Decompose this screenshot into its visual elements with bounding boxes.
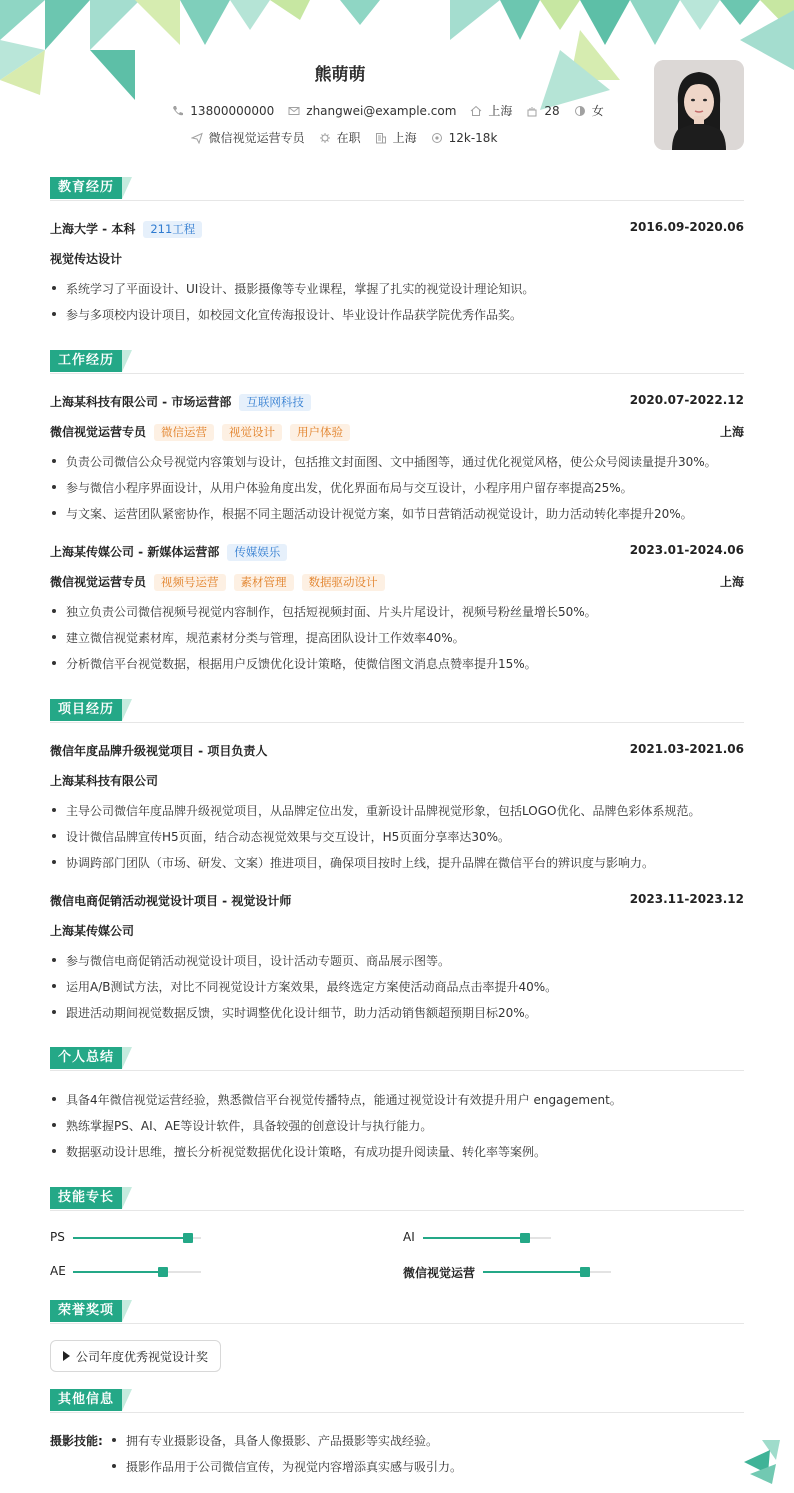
project-company: 上海某科技有限公司 xyxy=(50,774,159,788)
phone-text: 13800000000 xyxy=(190,103,275,118)
project-date: 2023.11-2023.12 xyxy=(629,892,744,906)
work-city: 上海 xyxy=(719,575,744,589)
section-education xyxy=(50,177,744,201)
skill-tag: 视觉设计 xyxy=(222,424,282,441)
award-toggle-button[interactable] xyxy=(50,1340,221,1372)
job-intent-row xyxy=(0,129,680,146)
education-entry xyxy=(50,220,744,330)
list-item: 数据驱动设计思维，擅长分析视觉数据优化设计策略，有成功提升阅读量、转化率等案例。 xyxy=(50,1143,744,1160)
building-icon xyxy=(375,132,387,144)
list-item: 跟进活动期间视觉数据反馈，实时调整优化设计细节，助力活动销售额超预期目标20%。 xyxy=(50,1004,744,1021)
company-name: 上海某科技有限公司 - 市场运营部 xyxy=(50,395,232,409)
skill-tag: 数据驱动设计 xyxy=(302,574,385,591)
section-title: 个人总结 xyxy=(50,1047,122,1069)
section-title: 其他信息 xyxy=(50,1389,122,1411)
list-item: 参与微信小程序界面设计，从用户体验角度出发，优化界面布局与交互设计，小程序用户留存率提高25%。 xyxy=(50,479,744,496)
skill-name: 微信视觉运营 xyxy=(403,1266,476,1280)
skill-bar-knob xyxy=(520,1233,530,1243)
section-header xyxy=(50,350,744,374)
footer-decoration xyxy=(740,1440,780,1484)
email-text: zhangwei@example.com xyxy=(306,103,457,118)
section-awards xyxy=(50,1300,744,1324)
skill-item xyxy=(403,1230,563,1246)
work-city: 上海 xyxy=(719,425,744,439)
list-item: 系统学习了平面设计、UI设计、摄影摄像等专业课程，掌握了扎实的视觉设计理论知识。 xyxy=(50,280,744,297)
role-row xyxy=(50,573,744,591)
section-other xyxy=(50,1389,744,1413)
target-job-text: 微信视觉运营专员 xyxy=(208,131,305,145)
status-icon xyxy=(319,132,331,144)
work-entry xyxy=(50,543,744,673)
section-projects xyxy=(50,699,744,723)
skill-bar-fill xyxy=(423,1237,525,1239)
work-date: 2023.01-2024.06 xyxy=(629,543,744,557)
list-item: 参与多项校内设计项目，如校园文化宣传海报设计、毕业设计作品获学院优秀作品奖。 xyxy=(50,306,744,323)
gender-text: 女 xyxy=(591,104,604,118)
list-item: 分析微信平台视觉数据，根据用户反馈优化设计策略，使微信图文消息点赞率提升15%。 xyxy=(50,655,744,672)
target-city-item xyxy=(375,129,417,146)
company-name: 上海某传媒公司 - 新媒体运营部 xyxy=(50,545,220,559)
skill-bar xyxy=(73,1237,201,1239)
home-icon xyxy=(470,105,482,117)
skill-bar-knob xyxy=(183,1233,193,1243)
skill-bar-fill xyxy=(73,1271,163,1273)
contact-row xyxy=(0,102,680,119)
target-job-item xyxy=(191,129,305,146)
industry-tag: 传媒娱乐 xyxy=(227,544,287,561)
email-item xyxy=(288,102,456,119)
skill-tag: 用户体验 xyxy=(290,424,350,441)
section-header xyxy=(50,1389,744,1413)
section-title: 工作经历 xyxy=(50,350,122,372)
skill-tag: 视频号运营 xyxy=(154,574,226,591)
work-entry xyxy=(50,393,744,523)
list-item: 协调跨部门团队（市场、研发、文案）推进项目，确保项目按时上线，提升品牌在微信平台的辨识度与影响力。 xyxy=(50,854,744,871)
education-header-row xyxy=(50,220,744,238)
section-header xyxy=(50,1187,744,1211)
age-item xyxy=(526,102,559,119)
education-date: 2016.09-2020.06 xyxy=(629,220,744,234)
job-icon xyxy=(191,132,203,144)
skill-name: AE xyxy=(50,1264,66,1278)
salary-item xyxy=(431,129,498,146)
section-header xyxy=(50,177,744,201)
list-item: 摄影作品用于公司微信宣传，为视觉内容增添真实感与吸引力。 xyxy=(110,1458,710,1475)
triangle-right-icon xyxy=(63,1351,70,1361)
skill-bar xyxy=(483,1271,611,1273)
award-label: 公司年度优秀视觉设计奖 xyxy=(76,1349,209,1364)
project-entry xyxy=(50,892,744,1022)
skill-bar-knob xyxy=(580,1267,590,1277)
major-name: 视觉传达设计 xyxy=(50,252,123,266)
role-name: 微信视觉运营专员 xyxy=(50,425,147,439)
skill-bar-knob xyxy=(158,1267,168,1277)
skill-bar xyxy=(423,1237,551,1239)
target-city-text: 上海 xyxy=(392,131,417,145)
list-item: 运用A/B测试方法，对比不同视觉设计方案效果，最终选定方案使活动商品点击率提升40%。 xyxy=(50,978,744,995)
list-item: 独立负责公司微信视频号视觉内容制作，包括短视频封面、片头片尾设计，视频号粉丝量增长50%。 xyxy=(50,603,744,620)
skill-bar-fill xyxy=(73,1237,188,1239)
phone-icon xyxy=(172,105,184,117)
section-title: 荣誉奖项 xyxy=(50,1300,122,1322)
profile-photo xyxy=(654,60,744,150)
role-row xyxy=(50,423,744,441)
project-header-row xyxy=(50,742,744,759)
industry-tag: 互联网科技 xyxy=(239,394,311,411)
section-title: 技能专长 xyxy=(50,1187,122,1209)
age-icon xyxy=(526,105,538,117)
section-skills xyxy=(50,1187,744,1211)
list-item: 具备4年微信视觉运营经验，熟悉微信平台视觉传播特点，能通过视觉设计有效提升用户 engagement。 xyxy=(50,1091,744,1108)
list-item: 建立微信视觉素材库，规范素材分类与管理，提高团队设计工作效率40%。 xyxy=(50,629,744,646)
section-work xyxy=(50,350,744,374)
age-text: 28 xyxy=(544,103,560,118)
gender-item xyxy=(574,102,604,119)
section-header xyxy=(50,1300,744,1324)
gender-icon xyxy=(574,105,586,117)
role-name: 微信视觉运营专员 xyxy=(50,575,147,589)
skill-tag: 素材管理 xyxy=(234,574,294,591)
city-text: 上海 xyxy=(488,104,513,118)
salary-icon xyxy=(431,132,443,144)
skill-name: AI xyxy=(403,1230,415,1244)
project-title: 微信电商促销活动视觉设计项目 - 视觉设计师 xyxy=(50,894,292,908)
skill-item xyxy=(50,1230,210,1246)
list-item: 熟练掌握PS、AI、AE等设计软件，具备较强的创意设计与执行能力。 xyxy=(50,1117,744,1134)
phone-item xyxy=(172,102,274,119)
project-title: 微信年度品牌升级视觉项目 - 项目负责人 xyxy=(50,744,268,758)
list-item: 参与微信电商促销活动视觉设计项目，设计活动专题页、商品展示图等。 xyxy=(50,952,744,969)
section-header xyxy=(50,699,744,723)
section-title: 项目经历 xyxy=(50,699,122,721)
candidate-name: 熊萌萌 xyxy=(314,65,366,85)
mail-icon xyxy=(288,105,300,117)
project-entry xyxy=(50,742,744,872)
project-company: 上海某传媒公司 xyxy=(50,924,135,938)
other-label: 摄影技能: xyxy=(50,1434,103,1448)
list-item: 主导公司微信年度品牌升级视觉项目，从品牌定位出发，重新设计品牌视觉形象，包括LOGO优化、品牌色彩体系规范。 xyxy=(50,802,744,819)
section-title: 教育经历 xyxy=(50,177,122,199)
salary-text: 12k-18k xyxy=(448,130,498,145)
work-header-row xyxy=(50,543,744,561)
status-item xyxy=(319,129,361,146)
project-date: 2021.03-2021.06 xyxy=(629,742,744,756)
summary-list xyxy=(50,1091,744,1171)
skill-bar-fill xyxy=(483,1271,585,1273)
skill-item xyxy=(403,1264,623,1280)
work-date: 2020.07-2022.12 xyxy=(629,393,744,407)
section-summary xyxy=(50,1047,744,1071)
list-item: 拥有专业摄影设备，具备人像摄影、产品摄影等实战经验。 xyxy=(110,1432,710,1449)
section-header xyxy=(50,1047,744,1071)
school-tag: 211工程 xyxy=(143,221,202,238)
skill-bar xyxy=(73,1271,201,1273)
list-item: 负责公司微信公众号视觉内容策划与设计，包括推文封面图、文中插图等，通过优化视觉风格，使公众号阅读量提升30%。 xyxy=(50,453,744,470)
project-header-row xyxy=(50,892,744,909)
skill-tag: 微信运营 xyxy=(154,424,214,441)
list-item: 与文案、运营团队紧密协作，根据不同主题活动设计视觉方案，如节日营销活动视觉设计，助力活动转化率提升20%。 xyxy=(50,505,744,522)
school-name: 上海大学 - 本科 xyxy=(50,222,136,236)
skill-item xyxy=(50,1264,210,1280)
list-item: 设计微信品牌宣传H5页面，结合动态视觉效果与交互设计，H5页面分享率达30%。 xyxy=(50,828,744,845)
skill-name: PS xyxy=(50,1230,65,1244)
status-text: 在职 xyxy=(336,131,361,145)
work-header-row xyxy=(50,393,744,411)
city-item xyxy=(470,102,512,119)
